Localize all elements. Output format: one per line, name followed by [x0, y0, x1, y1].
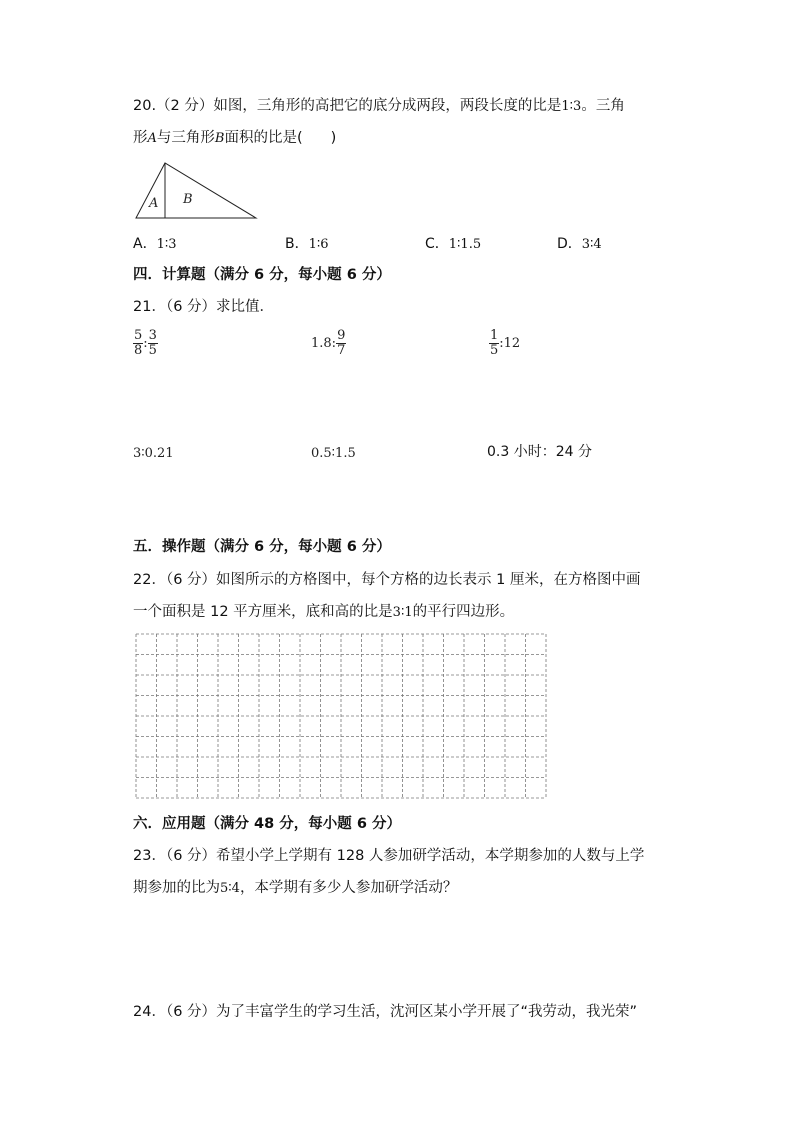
expr-3: $\frac{1}{5}$ :12	[490, 328, 521, 358]
q24-line1: 24．（6 分）为了丰富学生的学习生活，沈河区某小学开展了“我劳动，我光荣”	[133, 1004, 638, 1020]
q20-line2: 形A与三角形B面积的比是( )	[133, 130, 337, 146]
option-d[interactable]: D．3∶4	[557, 236, 602, 252]
q23-line1: 23．（6 分）希望小学上学期有 128 人参加研学活动，本学期参加的人数与上学	[133, 848, 645, 864]
square-grid[interactable]	[135, 633, 547, 805]
answer-blank[interactable]: ( )	[296, 130, 337, 146]
expr-4: 3∶0.21	[133, 446, 174, 461]
option-c[interactable]: C．1∶1.5	[425, 236, 482, 252]
expr-5: 0.5∶1.5	[311, 446, 356, 461]
expr-2: 1.8: $\frac{9}{7}$	[311, 328, 346, 358]
section4-title: 四．计算题（满分 6 分，每小题 6 分）	[133, 267, 391, 283]
q23-line2: 期参加的比为5∶4，本学期有多少人参加研学活动？	[133, 880, 458, 896]
triangle-figure	[133, 160, 263, 222]
section5-title: 五．操作题（满分 6 分，每小题 6 分）	[133, 539, 391, 555]
q21-stem: 21．（6 分）求比值．	[133, 299, 275, 315]
q22-line1: 22．（6 分）如图所示的方格图中，每个方格的边长表示 1 厘米，在方格图中画	[133, 572, 641, 588]
option-b[interactable]: B．1∶6	[285, 236, 329, 252]
q22-line2: 一个面积是 12 平方厘米，底和高的比是3∶1的平行四边形。	[133, 604, 515, 620]
section6-title: 六．应用题（满分 48 分，每小题 6 分）	[133, 816, 401, 832]
option-a[interactable]: A．1∶3	[133, 236, 177, 252]
triangle-label-a: A	[149, 196, 159, 211]
triangle-label-b: B	[183, 192, 193, 207]
q20-line1: 20.（2 分）如图，三角形的高把它的底分成两段，两段长度的比是1∶3。三角	[133, 98, 625, 114]
expr-1: $\frac{5}{8}$ : $\frac{3}{5}$	[134, 328, 157, 358]
expr-6: 0.3 小时：24 分	[487, 444, 592, 460]
